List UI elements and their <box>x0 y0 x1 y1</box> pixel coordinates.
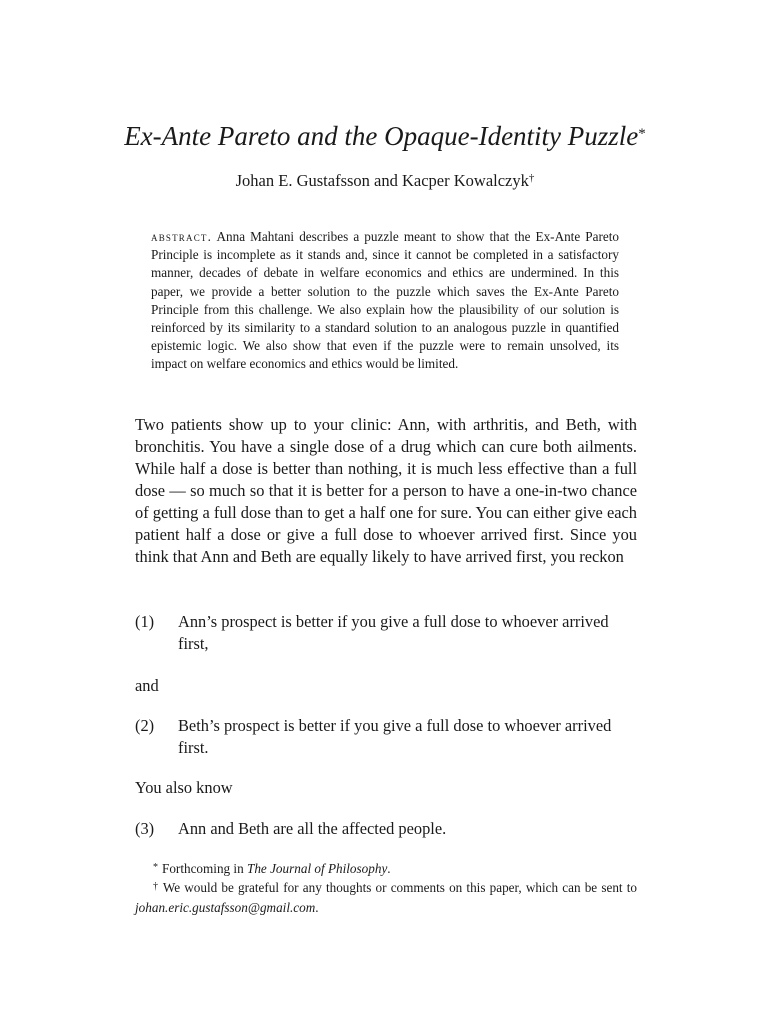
paper-title <box>0 118 770 154</box>
item-number: (2) <box>135 716 155 735</box>
footnote-1 <box>135 859 637 879</box>
footnote-mark: * <box>153 862 158 873</box>
footnote-2 <box>135 878 637 917</box>
abstract <box>151 228 619 374</box>
authors-text: Johan E. Gustafsson and Kacper Kowalczyk <box>235 171 529 190</box>
item-number: (3) <box>135 819 155 838</box>
footnote-text: We would be grateful for any thoughts or comments on this paper, which can be sent to <box>162 880 637 895</box>
connective-and: and <box>135 676 159 695</box>
contact-email: johan.eric.gustafsson@gmail.com <box>135 899 316 915</box>
item-number: (1) <box>135 612 155 631</box>
item-text: Ann and Beth are all the affected people. <box>178 819 447 838</box>
also-know-line: You also know <box>135 778 233 797</box>
footnote-suffix: . <box>315 899 319 915</box>
footnote-mark: † <box>153 881 159 892</box>
authors-footnote-mark: † <box>528 172 535 184</box>
abstract-text: Anna Mahtani describes a puzzle meant to show that the Ex-Ante Pareto Principle is incomplete as it stands and, since it cannot be completed in a satisfactory manner, decades of debate in welfare economics and ethics are undermined. In this paper, we provide a better solution to the puzzle which saves the Ex-Ante Pareto Principle from this challenge. We also explain how the plausibility of our solution is reinforced by its similarity to a standard solution to an analogous puzzle in quantified epistemic logic. We also show that even if the puzzle were to remain unsolved, its impact on welfare economics and ethics would be limited. <box>151 229 619 372</box>
title-text: Ex-Ante Pareto and the Opaque-Identity Puzzle <box>124 121 639 151</box>
abstract-label: abstract. <box>151 229 213 244</box>
footnote-suffix: . <box>387 861 391 876</box>
item-text: Ann’s prospect is better if you give a full dose to whoever arrived first, <box>178 612 609 653</box>
journal-name: The Journal of Philosophy <box>247 861 388 876</box>
item-text: Beth’s prospect is better if you give a full dose to whoever arrived first. <box>178 716 612 757</box>
title-footnote-mark: * <box>638 126 646 142</box>
intro-paragraph: Two patients show up to your clinic: Ann, with arthritis, and Beth, with bronchitis. You have a single dose of a drug which can cure both ailments. While half a dose is better than nothing, it is much less effective than a full dose — so much so that it is better for a person to have a one-in-two chance of getting a full dose than to get a half one for sure. You can either give each patient half a dose or give a full dose to whoever arrived first. Since you think that Ann and Beth are equally likely to have arrived first, you reckon <box>135 415 637 566</box>
footnote-prefix: Forthcoming in <box>162 861 247 876</box>
author-line <box>0 170 770 192</box>
